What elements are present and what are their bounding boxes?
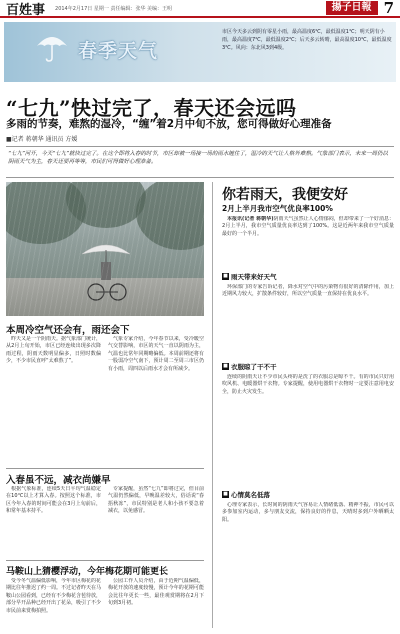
- square-bullet-icon: ■: [223, 491, 228, 497]
- weather-banner: [4, 22, 396, 82]
- rainy-street-photo: [6, 182, 204, 316]
- section-divider: [6, 560, 204, 561]
- weather-forecast-text: 市区今天多云到阴有零星小雨，最高温度6℃，最低温度1℃；明天阴有小雨，最高温度7℃，最低温度2℃；后天多云转晴，最高温度10℃，最低温度3℃。风向：东北风3到4级。: [222, 29, 392, 51]
- left-section-title: 本周冷空气还会有，雨还会下: [6, 325, 130, 336]
- article-subheadline: 多雨的节奏，难熬的湿冷，“缠”着2月中旬不放，您可得做好心理准备: [6, 118, 332, 130]
- section-divider: [6, 468, 204, 469]
- date-line: 2014年2月17日 星期一 责任编辑：张华 美编：王明: [55, 5, 173, 12]
- section-name: 百姓事: [6, 2, 46, 18]
- article-headline: “七九”快过完了，春天还会远吗: [6, 96, 297, 120]
- bottom-section-body-col2: 公园工作人员介绍，由于近期气温偏低，梅花开放的速度较慢，预计今年的花期可能会比往年更长一些，最佳观赏期将在2月下旬到3月初。: [108, 578, 204, 607]
- subsection-body-rain: 环保部门的专家告诉记者，降水对空气中的污染物有很好的清除作用，加上近期风力较大，扩散条件较好，所以空气质量一直保持在优良水平。: [222, 284, 394, 298]
- subsection-title: 心情莫名低落: [231, 491, 270, 499]
- subsection-head-rain: [222, 272, 277, 281]
- umbrella-icon: [34, 28, 70, 64]
- mid-section-title: 入春虽不远，减衣尚嫌早: [6, 475, 111, 486]
- subsection-head-clothes: [222, 362, 277, 371]
- mid-section-body-col1: 根据气象标准，连续5天日平均气温稳定在10℃以上才算入春。按照这个标准，市区今年入春的时间可能会在3月上旬前后，和常年基本持平。: [6, 486, 101, 515]
- left-section-body-col1: 昨天又是一个阴雨天。据气象部门统计，从2月上旬开始，市区已经连续出现多次降雨过程，阴雨天数明显偏多，日照时数偏少，不少市民直呼“太难熬了”。: [6, 336, 101, 365]
- sidebar-lead-block: [222, 216, 394, 268]
- left-section-body-col2: 气象专家介绍，今年春节以来，受冷暖空气交替影响，市区的天气一直以阴雨为主，气温也比常年同期略偏低。本周前期还将有一股弱冷空气南下，预计周二至周三市区仍有小雨，周四以后雨水才会有所减少。: [108, 336, 204, 372]
- square-bullet-icon: ■: [223, 273, 228, 279]
- sidebar-lead-text: 阴雨天气虽然让人心情郁闷，但却带来了一个好消息：2月上半月，我市空气质量优良率达到了100%。这是近两年来我市空气质量最好的一个半月。: [222, 216, 394, 237]
- page-number: 7: [383, 0, 394, 17]
- newspaper-masthead: 揚子日報: [326, 1, 378, 15]
- sidebar-article-title: 你若雨天，我便安好: [222, 187, 348, 203]
- column-divider: [212, 182, 213, 628]
- bottom-section-body-col1: 受今冬气温偏低影响，今年市区梅花的花期比往年推迟了约一周。不过记者昨天在马鞍山公园看到，已经有不少梅花含苞待放，部分早开品种已经开出了花朵，吸引了不少市民前来赏梅拍照。: [6, 578, 101, 614]
- page-header: [0, 0, 400, 18]
- subsection-head-mood: [222, 490, 270, 499]
- square-bullet-icon: ■: [223, 363, 228, 369]
- reporter-credit: 本报讯(记者 蒋朝华): [227, 216, 274, 222]
- subsection-body-mood: 心理专家表示，长时间的阴雨天气容易让人情绪低落、精神不振，市民可以多参加室内运动，多与朋友交流，保持良好的作息，天晴时多到户外晒晒太阳。: [222, 502, 394, 523]
- article-byline: ■记者 蒋朝华 通讯员 方媛: [6, 136, 78, 143]
- sidebar-article-subtitle: 2月上半月我市空气优良率100%: [222, 204, 333, 213]
- subsection-title: 雨天带来好天气: [231, 273, 277, 281]
- subsection-title: 衣服晾了干不干: [231, 363, 277, 371]
- subsection-body-clothes: 连续的阴雨天让不少市民头疼的是洗了的衣服总是晾不干。有的市民只好用吹风机、电暖器烘干衣物。专家提醒，使用电器烘干衣物时一定要注意用电安全，防止火灾发生。: [222, 374, 394, 395]
- article-intro: “七九”河开，今天“七九”就快过完了。在这个即将入春的时节，市区却被一场接一场的雨水缠住了，湿冷的天气让人格外难熬。气象部门表示，未来一周仍以阴雨天气为主，春天还要再等等，市民们可得做好心理准备。: [6, 146, 394, 178]
- mid-section-body-col2: 专家提醒，虽然“七九”即将过完，但目前气温仍然偏低，早晚温差较大，俗话说“春捂秋冻”，市民特别是老人和小孩不要急着减衣，以免感冒。: [108, 486, 204, 515]
- bottom-section-title: 马鞍山上猜樱浮动，今年梅花期可能更长: [6, 567, 169, 577]
- banner-title: 春季天气: [78, 40, 159, 62]
